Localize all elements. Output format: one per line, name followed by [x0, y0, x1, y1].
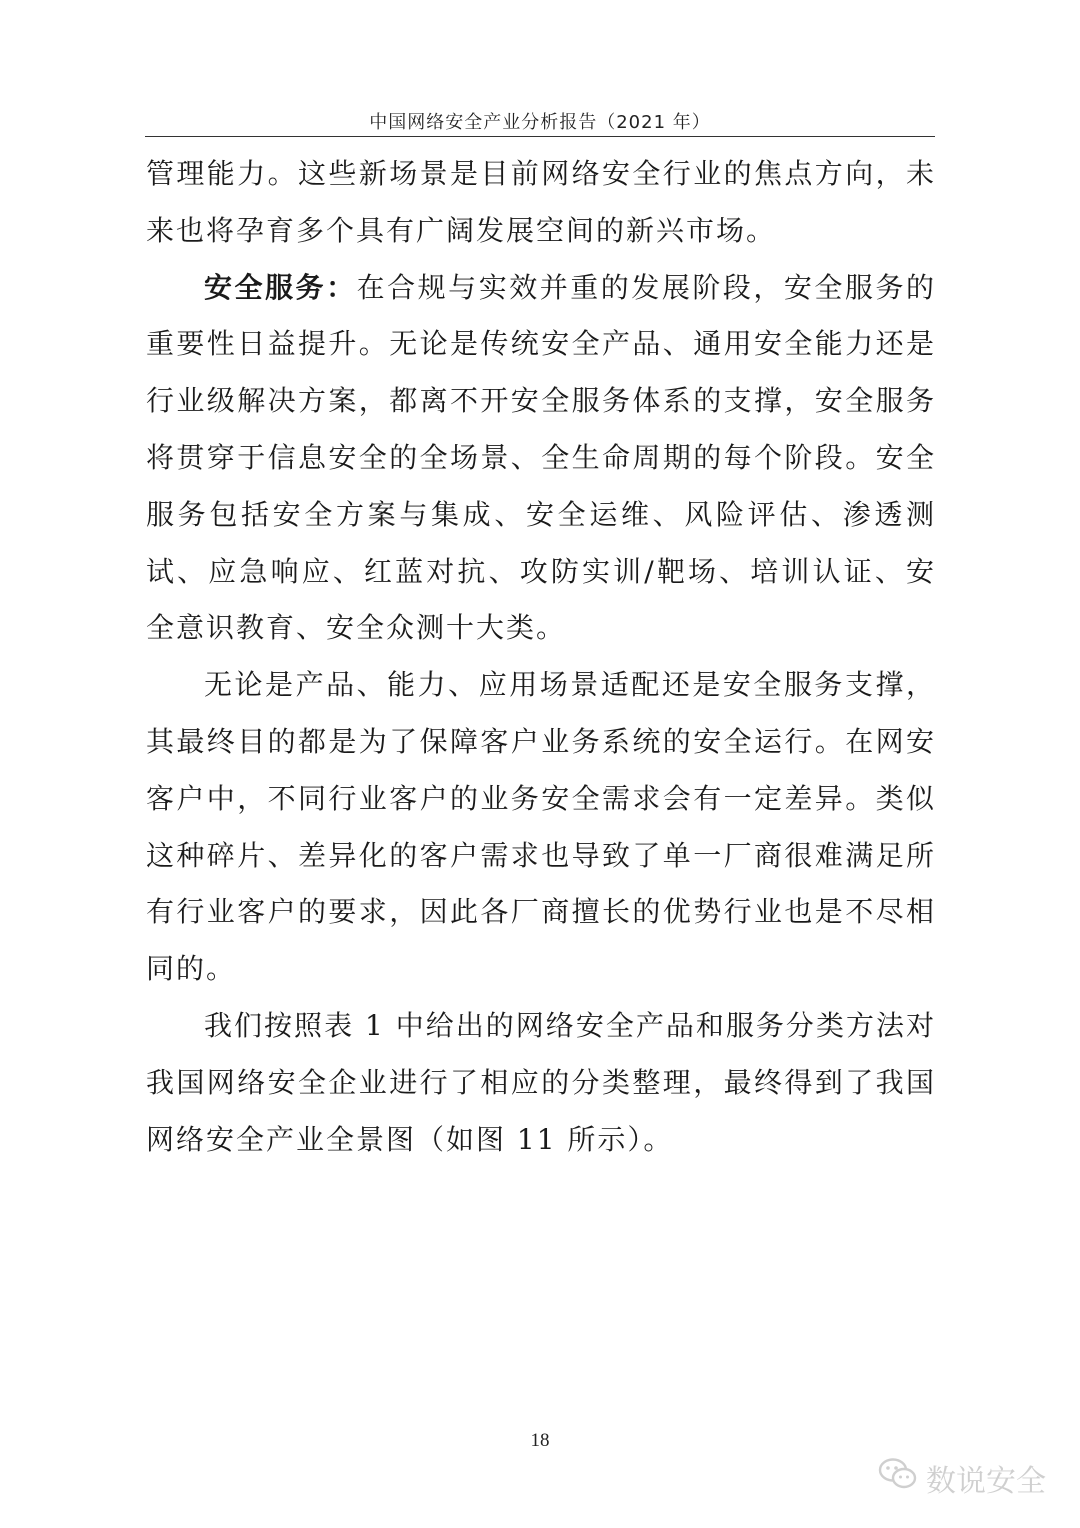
security-services-label: 安全服务：: [204, 270, 357, 304]
body-text: [146, 146, 936, 1168]
paragraph-security-services: [146, 260, 936, 658]
paragraph-industry-map: 我们按照表 1 中给出的网络安全产品和服务分类方法对我国网络安全企业进行了相应的分类整理，最终得到了我国网络安全产业全景图（如图 11 所示）。: [146, 1008, 936, 1156]
running-header: 中国网络安全产业分析报告（2021 年）: [369, 112, 711, 133]
paragraph-continued: 管理能力。这些新场景是目前网络安全行业的焦点方向，未来也将孕育多个具有广阔发展空间的新兴市场。: [146, 157, 936, 247]
wechat-icon: [878, 1457, 918, 1499]
header-divider: [145, 136, 935, 137]
security-services-text: 在合规与实效并重的发展阶段，安全服务的重要性日益提升。无论是传统安全产品、通用安全能力还是行业级解决方案，都离不开安全服务体系的支撑，安全服务将贯穿于信息安全的全场景、全生命周期的每个阶段。安全服务包括安全方案与集成、安全运维、风险评估、渗透测试、应急响应、红蓝对抗、攻防实训/靶场、培训认证、安全意识教育、安全众测十大类。: [146, 270, 936, 645]
page-number: 18: [530, 1430, 550, 1451]
paragraph-customer-needs: 无论是产品、能力、应用场景适配还是安全服务支撑，其最终目的都是为了保障客户业务系统的安全运行。在网安客户中，不同行业客户的业务安全需求会有一定差异。类似这种碎片、差异化的客户需求也导致了单一厂商很难满足所有行业客户的要求，因此各厂商擅长的优势行业也是不尽相同的。: [146, 668, 936, 986]
watermark-text: 数说安全: [926, 1464, 1046, 1499]
watermark: [878, 1456, 1046, 1500]
